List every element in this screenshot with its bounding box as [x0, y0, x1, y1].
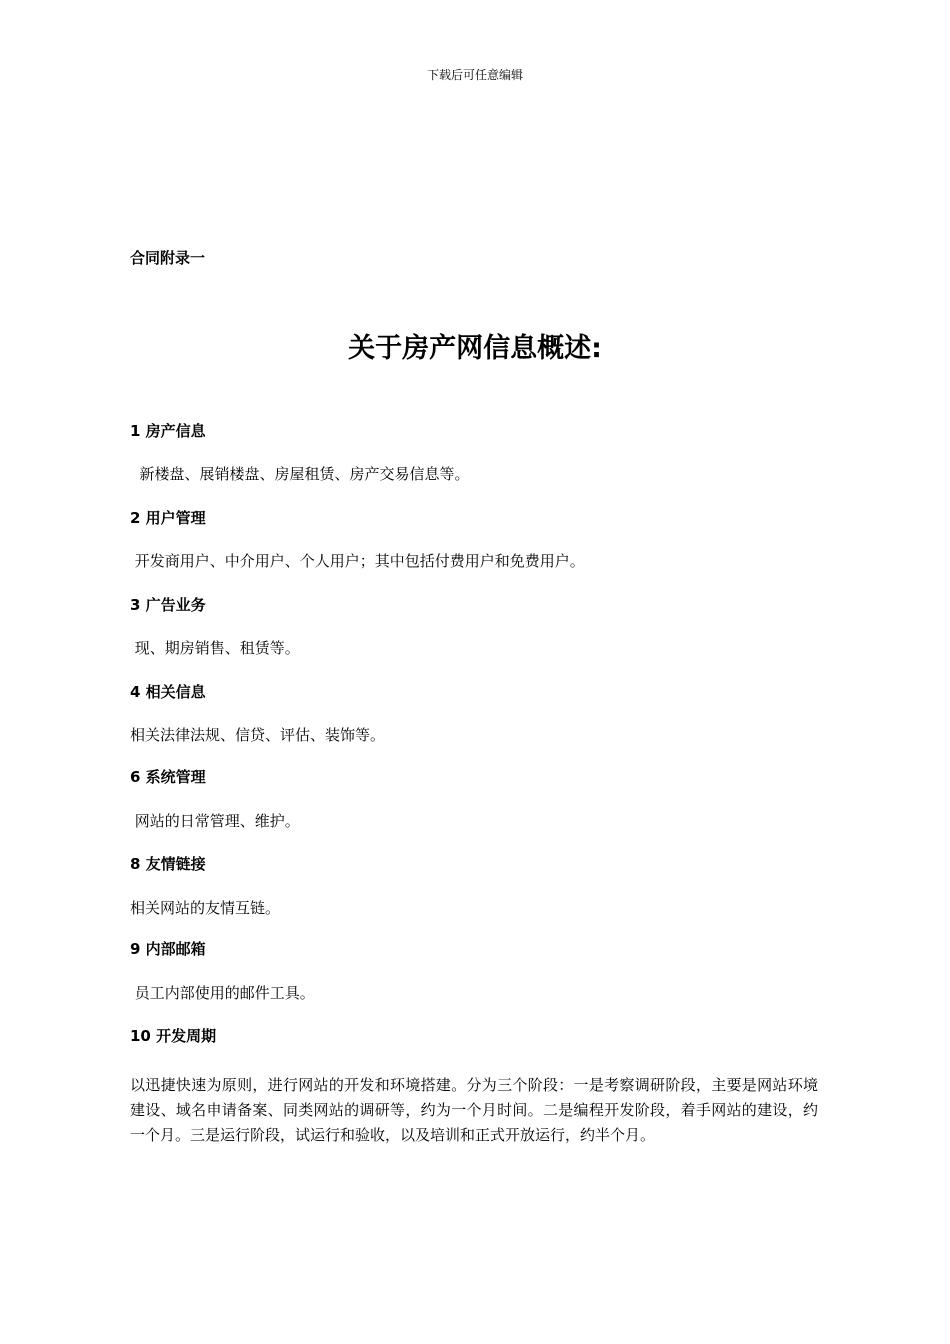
section-body: 新楼盘、展销楼盘、房屋租赁、房产交易信息等。 — [130, 465, 470, 483]
section-6 — [130, 767, 820, 787]
appendix-label: 合同附录一 — [130, 249, 206, 267]
section-8 — [130, 854, 820, 874]
section-4-body — [130, 725, 820, 745]
section-3 — [130, 595, 820, 615]
section-1 — [130, 421, 820, 441]
section-heading: 1 房产信息 — [130, 422, 206, 440]
section-heading: 4 相关信息 — [130, 683, 206, 701]
section-heading: 9 内部邮箱 — [130, 940, 206, 958]
document-title: 关于房产网信息概述: — [348, 333, 602, 364]
section-3-body — [130, 638, 820, 658]
section-heading: 3 广告业务 — [130, 596, 206, 614]
section-body: 相关网站的友情互链。 — [130, 899, 281, 917]
section-2-body — [130, 551, 820, 571]
section-10-body — [130, 1073, 818, 1148]
section-body: 员工内部使用的邮件工具。 — [130, 984, 315, 1002]
section-body: 以迅捷快速为原则，进行网站的开发和环境搭建。分为三个阶段：一是考察调研阶段，主要是网站环境建设、域名申请备案、同类网站的调研等，约为一个月时间。二是编程开发阶段，着手网站的建设，约一个月。三是运行阶段，试运行和验收，以及培训和正式开放运行，约半个月。 — [130, 1076, 818, 1144]
page-header-note: 下载后可任意编辑 — [426, 68, 523, 82]
section-6-body — [130, 811, 820, 831]
section-4 — [130, 682, 820, 702]
section-10 — [130, 1026, 820, 1046]
section-1-body — [130, 464, 820, 484]
section-heading: 8 友情链接 — [130, 855, 206, 873]
section-body: 现、期房销售、租赁等。 — [130, 639, 300, 657]
section-heading: 2 用户管理 — [130, 509, 206, 527]
section-2 — [130, 508, 820, 528]
section-9-body — [130, 983, 820, 1003]
section-8-body — [130, 898, 820, 918]
section-body: 网站的日常管理、维护。 — [130, 812, 300, 830]
section-body: 开发商用户、中介用户、个人用户；其中包括付费用户和免费用户。 — [130, 552, 585, 570]
section-heading: 10 开发周期 — [130, 1027, 217, 1045]
section-body: 相关法律法规、信贷、评估、装饰等。 — [130, 726, 386, 744]
section-heading: 6 系统管理 — [130, 768, 206, 786]
section-9 — [130, 939, 820, 959]
